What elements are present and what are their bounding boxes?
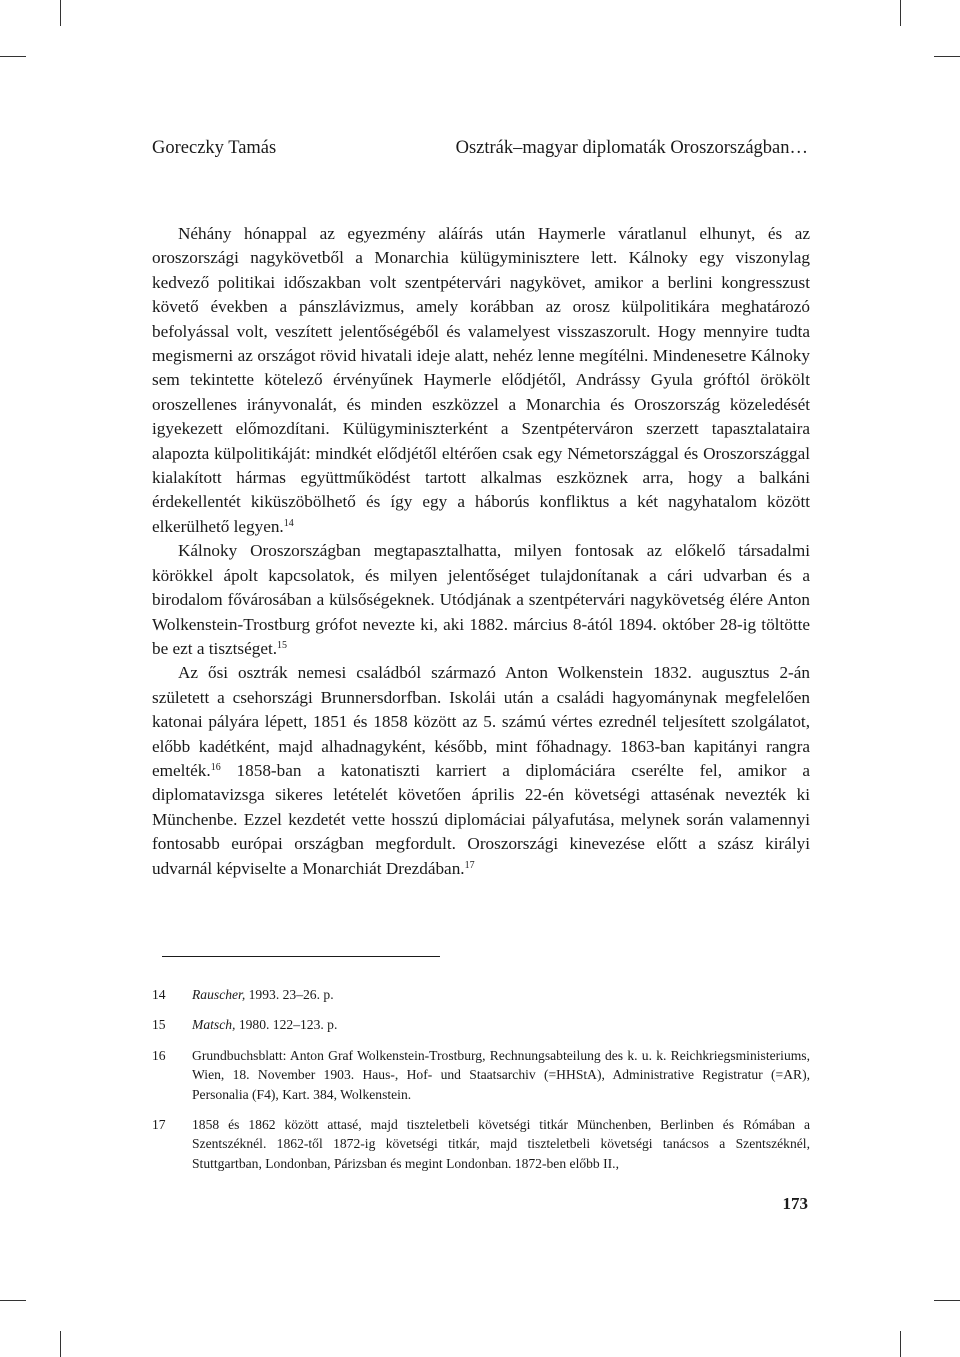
footnote-ref-14[interactable]: 14: [283, 517, 294, 529]
body-text: [152, 222, 810, 881]
footnote-number: 14: [152, 987, 166, 1002]
header-title: Osztrák–magyar diplomaták Oroszországban…: [455, 138, 808, 158]
paragraph-3: Az ősi osztrák nemesi családból származó Anton Wolkenstein 1832. augusztus 2-án született a csehországi Brunnersdorfban. Iskolái után a családi hagyománynak megfelelően katonai pályára lépett, 1851 és 1858 között az 5. számú vértes ezrednél teljesített szolgálatot, előbb kadétként, majd alhadnagyként, később, mint főhadnagy. 1863-ban kapitányi rangra emelték.$^{16}$ 1858-ban a katonatiszti karriert a diplomáciára cserélte fel, amikor a diplomatavizsga sikeres letételét követően április 22-én követségi attasénak nevezték ki Münchenbe. Ezzel kezdetét vette hosszú diplomáciai pályafutása, melynek során valamennyi fontosabb európai országban megfordult. Oroszországi kinevezése előtt a szász királyi udvarnál képviselte a Monarchiát Drezdában.$^{17}$: [152, 663, 810, 878]
footnote-14: 14 Rauscher, 1993. 23–26. p.: [152, 985, 810, 1004]
crop-mark-top-left: [60, 0, 61, 26]
footnote-15: 15 Matsch, 1980. 122–123. p.: [152, 1015, 810, 1034]
crop-mark-top-left-h: [0, 56, 26, 57]
footnote-number: 17: [152, 1117, 166, 1133]
footnote-17: 17 1858 és 1862 között attasé, majd tiszteletbeli követségi titkár Münchenben, Berlinben és Rómában a Szentszéknél. 1862-től 1872-ig követségi titkár, majd tiszteletbeli követségi tanácsos a Szentszéknél, Stuttgartban, Londonban, Párizsban és megint Londonban. 1872-ben előbb II.,: [152, 1115, 810, 1173]
crop-mark-bottom-left: [60, 1331, 61, 1357]
page-number: 173: [782, 1194, 808, 1213]
footnote-number: 16: [152, 1047, 166, 1063]
footnote-number: 15: [152, 1017, 166, 1033]
footnote-ref-17[interactable]: 17: [464, 859, 475, 871]
paragraph-2: Kálnoky Oroszországban megtapasztalhatta, milyen fontosak az előkelő társadalmi körökkel ápolt kapcsolatok, és milyen jelentőséget tulajdonítanak a cári udvarban és a birodalom fővárosában a külsőségeknek. Utódjának a szentpétervári nagykövetség élére Anton Wolkenstein-Trostburg grófot nevezte ki, aki 1882. március 8-ától 1894. október 28-ig töltötte be ezt a tisztséget.$^{15}$: [152, 541, 810, 658]
crop-mark-top-right: [900, 0, 901, 26]
running-header: [152, 138, 808, 159]
footnote-author: Rauscher,: [192, 987, 246, 1002]
header-author: Goreczky Tamás: [152, 138, 277, 158]
paragraph-1: Néhány hónappal az egyezmény aláírás után Haymerle váratlanul elhunyt, és az oroszországi nagykövetből a Monarchia külügyminisztere lett. Kálnoky egy viszonylag kedvező politikai időszakban volt szentpétervári nagykövet, amikor a berlini kongresszust követő években a pánszlávizmus, amely korábban az orosz külpolitikára meghatározó befolyással volt, veszített jelentőségéből és valamelyest visszaszorult. Hogy mennyire tudta megismerni az országot rövid hivatali ideje alatt, nehéz lenne megítélni. Mindenesetre Kálnoky sem tekintette kötelező érvényűnek Haymerle elődjétől, Andrássy Gyula gróftól örökölt oroszellenes irányvonalát, és minden eszközzel a Monarchia és Oroszország közeledését igyekezett előmozdítani. Külügyminiszterként a Szentpéterváron szerzett tapasztalataira alapozta külpolitikáját: mindkét elődjétől eltérően csak egy Németországgal és Oroszországgal kialakított hármas együttműködést tartott alkalmas eszköznek arra, hogy a balkáni érdekellentét kiküszöbölhető és így egy a háborús konfliktus a két nagyhatalom között elkerülhető legyen.$^{14}$: [152, 224, 810, 536]
footnote-ref-16[interactable]: 16: [210, 761, 221, 773]
crop-mark-bottom-right-h: [934, 1300, 960, 1301]
footnote-author: Matsch,: [192, 1017, 236, 1033]
crop-mark-bottom-left-h: [0, 1300, 26, 1301]
footnote-16: 16 Grundbuchsblatt: Anton Graf Wolkenstein-Trostburg, Rechnungsabteilung des k. u. k. Reichkriegsministeriums, Wien, 18. November 1903. Haus-, Hof- und Staatsarchiv (=HHStA), Administrative Registratur (=AR), Personalia (F4), Kart. 384, Wolkenstein.: [152, 1046, 810, 1104]
footnote-ref-15[interactable]: 15: [277, 639, 288, 651]
crop-mark-top-right-h: [934, 56, 960, 57]
footnote-separator: [162, 956, 440, 957]
crop-mark-bottom-right: [900, 1331, 901, 1357]
footnotes: [152, 985, 810, 1184]
